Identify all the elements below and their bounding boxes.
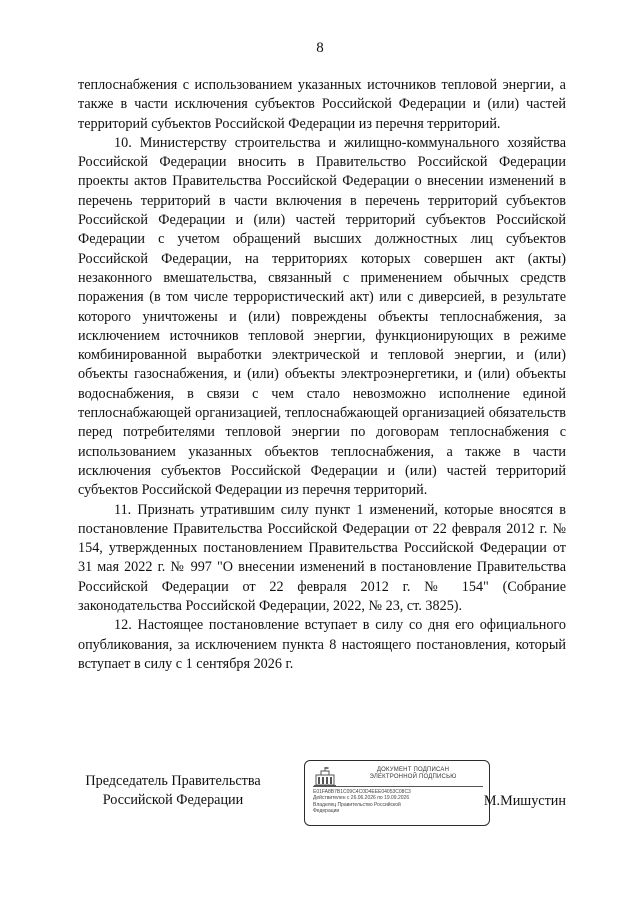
signer-name: М.Мишустин: [483, 793, 566, 809]
electronic-signature-stamp: [304, 760, 490, 826]
signer-title-line2: Российской Федерации: [102, 792, 244, 809]
signature-block: [78, 767, 566, 832]
paragraph-12: 12. Настоящее постановление вступает в силу со дня его официального опубликования, за исключением пункта 8 настоящего постановления, который вступает в силу с 1 сентября 2026 г.: [78, 617, 566, 672]
paragraph-continuation: теплоснабжения с использованием указанных источников тепловой энергии, а также в части исключения субъектов Российской Федерации и (или) частей территорий субъектов Российской Федерации из перечня территорий.: [78, 77, 566, 132]
stamp-details: [313, 789, 483, 815]
government-building-icon: [313, 766, 337, 788]
page-number: 8: [316, 40, 324, 56]
stamp-title-line1: ДОКУМЕНТ ПОДПИСАН: [376, 767, 450, 773]
paragraph-10: 10. Министерству строительства и жилищно-коммунального хозяйства Российской Федерации вносить в Правительство Российской Федерации проекты актов Правительства Российской Федерации о внесении изменений в перечень территорий в части включения в перечень территорий субъектов Российской Федерации и (или) частей территорий субъектов Российской Федерации с учетом обращений высших должностных лиц субъектов Российской Федерации, на территориях которых совершен акт (акты) незаконного вмешательства, связанный с применением обычных средств поражения (в том числе террористический акт) или с диверсией, в результате которого уничтожены и (или) повреждены объекты теплоснабжения, за исключением источников тепловой энергии, функционирующих в режиме комбинированной выработки электрической и тепловой энергии, и (или) объекты газоснабжения, и (или) объекты электроэнергетики, и (или) объекты водоснабжения, в связи с чем стало невозможно исполнение единой теплоснабжающей организацией, теплоснабжающей организацией обязательств перед потребителями тепловой энергии по договорам теплоснабжения с использованием указанных объектов теплоснабжения, а также в части исключения субъектов Российской Федерации и (или) частей территорий субъектов Российской Федерации из перечня территорий.: [78, 134, 566, 499]
stamp-title-line2: ЭЛЕКТРОННОЙ ПОДПИСЬЮ: [369, 774, 457, 780]
stamp-validity: Действителен с 26.06.2026 по 19.09.2026: [313, 795, 410, 802]
signer-title: [78, 772, 268, 811]
signer-title-line1: Председатель Правительства: [85, 773, 261, 789]
document-body: [78, 76, 566, 674]
stamp-certificate: E01FA8B7B1C09C4C0D4EEE04053C08C3: [313, 789, 411, 795]
paragraph-11: 11. Признать утратившим силу пункт 1 изменений, которые вносятся в постановление Правительства Российской Федерации от 22 февраля 2012 г. № 154, утвержденных постановлением Правительства Российской Федерации от 31 мая 2022 г. № 997 "О внесении изменений в постановление Правительства Российской Федерации от 22 февраля 2012 г. № 154" (Собрание законодательства Российской Федерации, 2022, № 23, ст. 3825).: [78, 501, 566, 615]
stamp-owner-line1: Владелец Правительство Российской: [313, 801, 401, 808]
stamp-title: [343, 767, 483, 781]
stamp-owner-line2: Федерации: [313, 808, 340, 815]
stamp-divider: [313, 786, 483, 787]
